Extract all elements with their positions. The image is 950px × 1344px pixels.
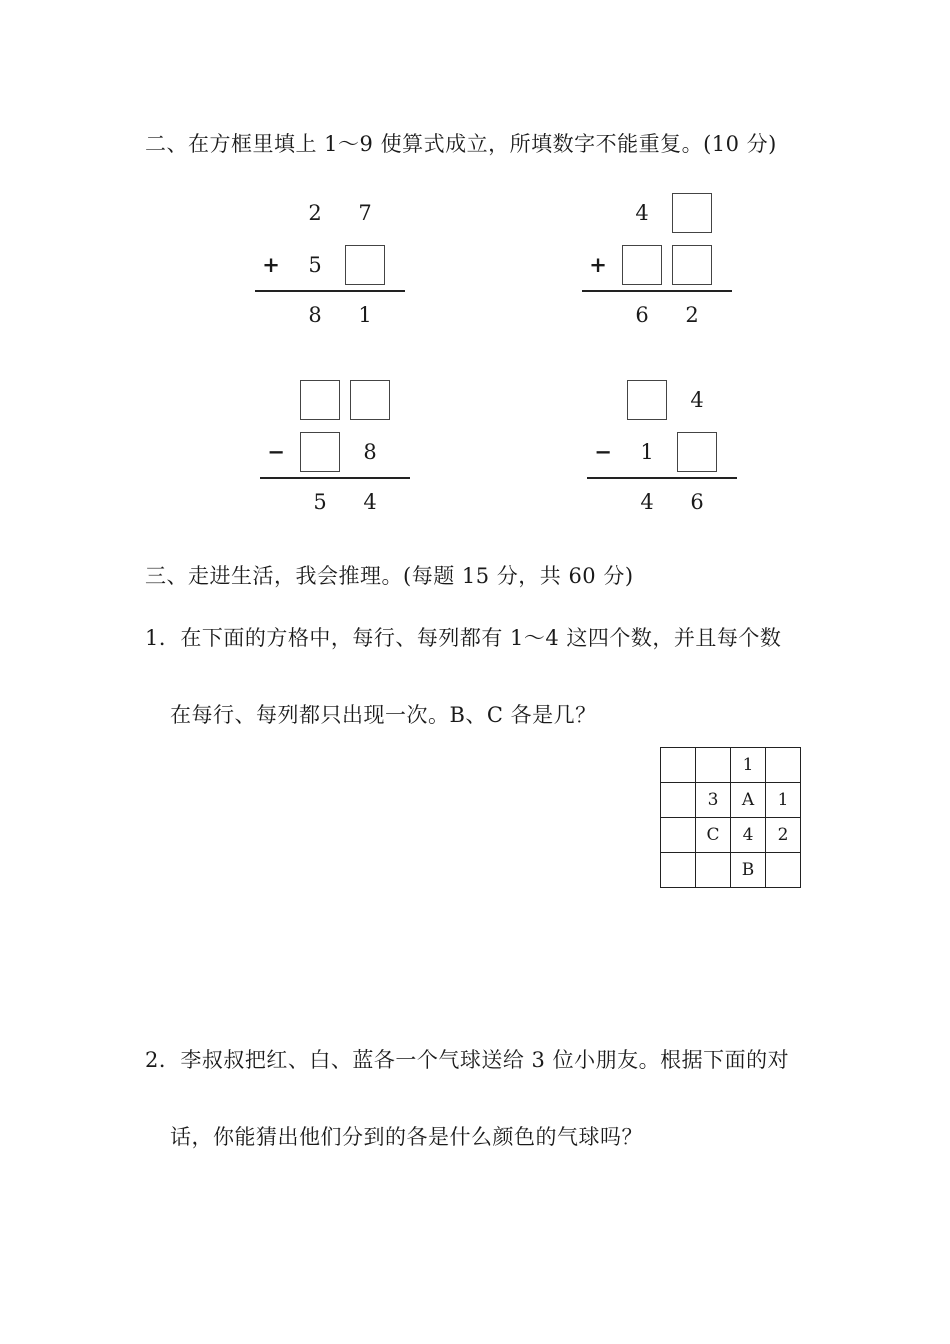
grid-cell: A bbox=[731, 783, 766, 818]
difference-line bbox=[587, 477, 737, 479]
answer-box[interactable] bbox=[622, 245, 662, 285]
section3-heading: 三、走进生活，我会推理。(每题 15 分，共 60 分) bbox=[145, 564, 634, 588]
answer-box[interactable] bbox=[300, 432, 340, 472]
section2-heading: 二、在方框里填上 1～9 使算式成立，所填数字不能重复。(10 分) bbox=[145, 132, 777, 156]
puzzle-digit: 6 bbox=[690, 490, 704, 514]
minus-operator: − bbox=[267, 439, 285, 464]
sum-line bbox=[255, 290, 405, 292]
puzzle-digit: 5 bbox=[308, 253, 322, 277]
puzzle-digit: 2 bbox=[685, 303, 699, 327]
grid-row bbox=[661, 818, 801, 853]
addition-puzzle-1 bbox=[255, 193, 405, 328]
puzzle-digit: 2 bbox=[308, 201, 322, 225]
grid-cell: 2 bbox=[766, 818, 801, 853]
answer-box[interactable] bbox=[300, 380, 340, 420]
answer-box[interactable] bbox=[672, 245, 712, 285]
answer-box[interactable] bbox=[627, 380, 667, 420]
grid-cell bbox=[661, 818, 696, 853]
answer-box[interactable] bbox=[672, 193, 712, 233]
puzzle-digit: 6 bbox=[635, 303, 649, 327]
question-1-line-1: 1．在下面的方格中，每行、每列都有 1～4 这四个数，并且每个数 bbox=[145, 626, 782, 650]
addition-puzzle-2 bbox=[582, 193, 732, 328]
grid-cell bbox=[766, 853, 801, 888]
grid-cell bbox=[661, 783, 696, 818]
puzzle-digit: 1 bbox=[358, 303, 372, 327]
question-1-line-2: 在每行、每列都只出现一次。B、C 各是几？ bbox=[170, 703, 597, 727]
grid-row bbox=[661, 853, 801, 888]
grid-cell bbox=[696, 853, 731, 888]
grid-cell: B bbox=[731, 853, 766, 888]
puzzle-digit: 4 bbox=[363, 490, 377, 514]
grid-cell bbox=[661, 748, 696, 783]
question-2-line-1: 2．李叔叔把红、白、蓝各一个气球送给 3 位小朋友。根据下面的对 bbox=[145, 1048, 790, 1072]
grid-cell bbox=[696, 748, 731, 783]
grid-cell: 4 bbox=[731, 818, 766, 853]
grid-cell bbox=[766, 748, 801, 783]
plus-operator: + bbox=[589, 252, 607, 277]
minus-operator: − bbox=[594, 439, 612, 464]
subtraction-puzzle-1 bbox=[260, 380, 410, 515]
question-2-line-2: 话，你能猜出他们分到的各是什么颜色的气球吗？ bbox=[170, 1125, 643, 1149]
answer-box[interactable] bbox=[345, 245, 385, 285]
puzzle-digit: 5 bbox=[313, 490, 327, 514]
puzzle-digit: 7 bbox=[358, 201, 372, 225]
puzzle-digit: 1 bbox=[640, 440, 654, 464]
puzzle-digit: 4 bbox=[635, 201, 649, 225]
grid-cell: 3 bbox=[696, 783, 731, 818]
grid-cell: 1 bbox=[731, 748, 766, 783]
difference-line bbox=[260, 477, 410, 479]
plus-operator: + bbox=[262, 252, 280, 277]
puzzle-digit: 8 bbox=[308, 303, 322, 327]
puzzle-digit: 4 bbox=[640, 490, 654, 514]
sum-line bbox=[582, 290, 732, 292]
answer-box[interactable] bbox=[350, 380, 390, 420]
answer-box[interactable] bbox=[677, 432, 717, 472]
puzzle-digit: 4 bbox=[690, 388, 704, 412]
grid-row bbox=[661, 783, 801, 818]
subtraction-puzzle-2 bbox=[587, 380, 737, 515]
grid-cell: C bbox=[696, 818, 731, 853]
grid-row bbox=[661, 748, 801, 783]
puzzle-digit: 8 bbox=[363, 440, 377, 464]
grid-cell: 1 bbox=[766, 783, 801, 818]
grid-cell bbox=[661, 853, 696, 888]
number-grid bbox=[660, 747, 801, 888]
